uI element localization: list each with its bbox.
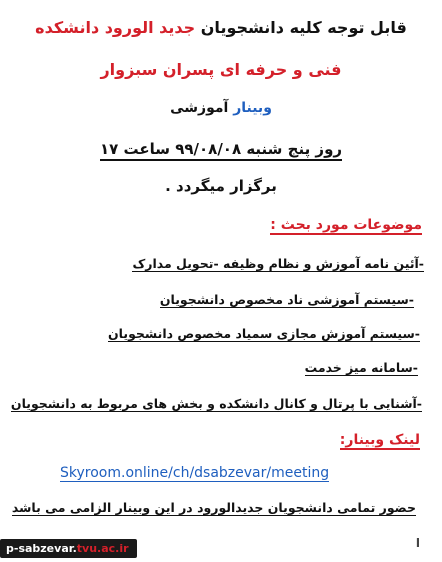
faculty-name: فنی و حرفه ای پسران سبزوار <box>100 60 342 79</box>
topic-item-text: -سیستم آموزش مجازی سمیاد مخصوص دانشجویان <box>108 326 420 341</box>
topic-item-text: -سیستم آموزشی ناد مخصوص دانشجویان <box>159 292 414 307</box>
announcement-highlight: جدید الورود دانشکده <box>35 18 196 37</box>
event-held: برگزار میگردد . <box>165 177 277 195</box>
webinar-word: وبینار <box>233 100 272 116</box>
link-heading-text: لینک وبینار: <box>339 432 420 448</box>
topics-heading-text: موضوعات مورد بحث : <box>270 217 422 233</box>
attendance-note-text: حضور تمامی دانشجویان جدیدالورود در این وبینار الزامی می باشد <box>11 500 416 515</box>
webinar-type: آموزشی <box>170 100 234 116</box>
link-heading <box>340 432 420 448</box>
topic-item-text: -آشنایی با پرتال و کانال دانشکده و بخش های مربوط به دانشجویان <box>10 396 422 411</box>
topic-item <box>305 360 418 375</box>
event-date <box>0 140 442 158</box>
webinar-title <box>0 100 442 116</box>
announcement-line-1 <box>0 18 442 37</box>
event-date-text: روز پنج شنبه ۹۹/۰۸/۰۸ ساعت ۱۷ <box>100 140 342 161</box>
topic-item <box>132 256 424 271</box>
webinar-link-text[interactable]: Skyroom.online/ch/dsabzevar/meeting <box>60 465 330 481</box>
topic-item-text: -آئین نامه آموزش و نظام وظیفه -تحویل مدارک <box>132 256 424 271</box>
webinar-link[interactable] <box>60 465 329 481</box>
topic-item <box>108 326 420 341</box>
topic-item <box>11 396 422 411</box>
topic-item-text: -سامانه میز خدمت <box>304 360 418 375</box>
watermark-main: p-sabzevar. <box>6 542 77 555</box>
site-watermark <box>0 539 137 558</box>
cutoff-text: ا <box>415 536 420 550</box>
topics-heading <box>270 217 422 233</box>
watermark-accent: tvu.ac.ir <box>76 542 129 555</box>
announcement-prefix: قابل توجه کلیه دانشجویان <box>195 18 407 37</box>
topic-item <box>160 292 414 307</box>
attendance-note <box>12 500 416 515</box>
